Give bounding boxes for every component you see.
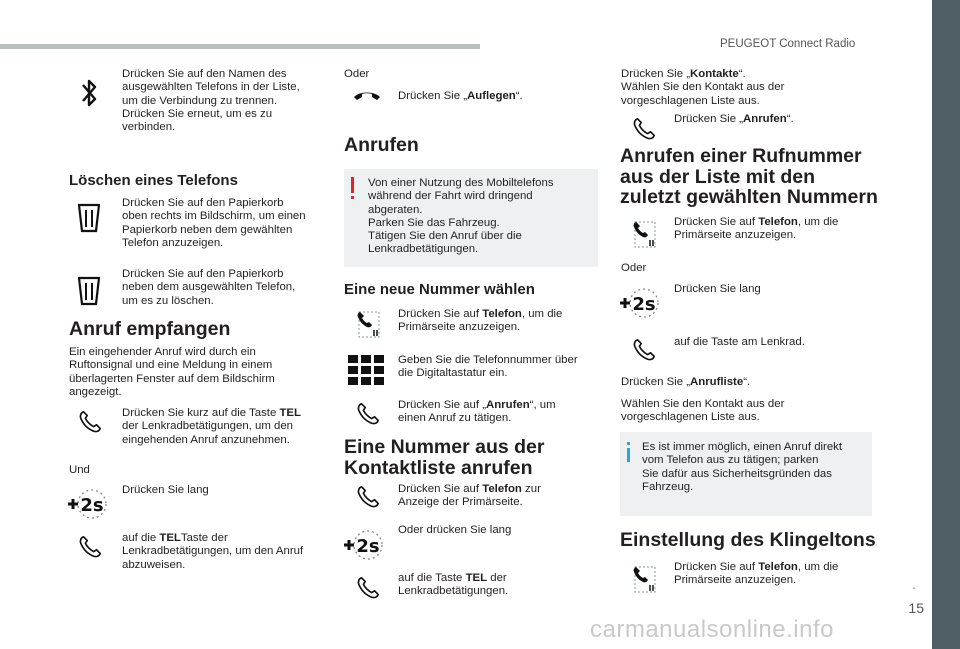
oder-text: Oder	[344, 68, 370, 80]
trash-text-2: Drücken Sie auf den Papierkorb neben dem ausgewählten Telefon, um es zu löschen.	[122, 268, 296, 307]
trash-text-1: Drücken Sie auf den Papierkorb oben rechts im Bildschirm, um einen Papierkorb neben dem gewählten Telefon anzuzeigen.	[122, 197, 306, 249]
hold-2s-icon	[618, 285, 664, 321]
phone-icon	[78, 535, 102, 559]
waehlen-text-2: Wählen Sie den Kontakt aus der vorgeschlagenen Liste aus.	[621, 398, 785, 424]
taste-text: auf die Taste TEL der Lenkradbetätigungen.	[398, 572, 509, 598]
warning-box	[344, 169, 598, 267]
phone-icon	[632, 338, 656, 362]
heading-kontaktliste: Eine Nummer aus der Kontaktliste anrufen	[344, 436, 545, 479]
phone-icon	[356, 402, 380, 426]
anrufliste-text: Drücken Sie „Anrufliste“.	[621, 376, 751, 388]
phone-icon	[632, 117, 656, 141]
phone-screen-icon	[630, 218, 658, 250]
und-text: Und	[69, 464, 90, 476]
warning-text: Von einer Nutzung des Mobiltelefons während der Fahrt wird dringend abgeraten. Parken Sie das Fahrzeug. Tätigen Sie den Anruf über die Lenkradbetätigungen.	[368, 177, 554, 256]
kontakte-text: Drücken Sie „Kontakte“. Wählen Sie den Kontakt aus der vorgeschlagenen Liste aus.	[621, 68, 785, 107]
heading-anruf-empfangen: Anruf empfangen	[69, 318, 231, 340]
oder-lang-text: Oder drücken Sie lang	[398, 524, 512, 536]
tel-text: auf die TELTaste der Lenkradbetätigungen, um den Anruf abzuweisen.	[122, 532, 304, 571]
trash-icon	[78, 276, 100, 306]
phone-icon	[356, 576, 380, 600]
phone-icon	[356, 485, 380, 509]
heading-rufnummer: Anrufen einer Rufnummer aus der Liste mit den zuletzt gewählten Nummern	[620, 145, 878, 208]
phone-icon	[78, 410, 102, 434]
heading-klingelton: Einstellung des Klingeltons	[620, 529, 876, 551]
heading-neue-nummer: Eine neue Nummer wählen	[344, 281, 535, 298]
phone-screen-icon	[354, 308, 382, 340]
hang-up-icon	[352, 88, 382, 102]
heading-loeschen: Löschen eines Telefons	[69, 172, 238, 189]
page-number: 15	[908, 600, 924, 616]
heading-anrufen: Anrufen	[344, 134, 419, 156]
info-text: Es ist immer möglich, einen Anruf direkt vom Telefon aus zu tätigen; parken Sie dafür aus Sicherheitsgründen das Fahrzeug.	[642, 441, 843, 493]
taste-text-c3: auf die Taste am Lenkrad.	[674, 336, 805, 348]
trash-icon	[78, 203, 100, 233]
oder-text-c3: Oder	[621, 262, 647, 274]
kurz-text: Drücken Sie kurz auf die Taste TEL der Lenkradbetätigungen, um den eingehenden Anruf anzunehmen.	[122, 407, 301, 446]
side-bar	[932, 0, 960, 649]
hold-2s-icon	[66, 486, 112, 522]
header-rule	[0, 44, 480, 49]
telefon-text-2: Drücken Sie auf Telefon zur Anzeige der Primärseite.	[398, 483, 541, 509]
lang-text-c3: Drücken Sie lang	[674, 283, 761, 295]
anrufen-text-c3: Drücken Sie „Anrufen“.	[674, 113, 794, 125]
page-dot: .	[912, 576, 916, 592]
telefon-text-c3-1: Drücken Sie auf Telefon, um die Primärseite anzuzeigen.	[674, 216, 839, 242]
bt-text: Drücken Sie auf den Namen des ausgewählten Telefons in der Liste, um die Verbindung zu trennen. Drücken Sie erneut, um es zu verbinden.	[122, 68, 300, 134]
keypad-text: Geben Sie die Telefonnummer über die Digitaltastatur ein.	[398, 354, 578, 380]
anrufen-text: Drücken Sie auf „Anrufen“, um einen Anruf zu tätigen.	[398, 399, 556, 425]
lang-text: Drücken Sie lang	[122, 484, 209, 496]
auflegen-text: Drücken Sie „Auflegen“.	[398, 90, 523, 102]
telefon-text-c3-2: Drücken Sie auf Telefon, um die Primärseite anzuzeigen.	[674, 561, 839, 587]
phone-screen-icon	[630, 563, 658, 595]
telefon-text-1: Drücken Sie auf Telefon, um die Primärseite anzuzeigen.	[398, 308, 563, 334]
keypad-icon	[348, 355, 384, 385]
hold-2s-icon	[342, 527, 388, 563]
warning-icon	[351, 177, 354, 193]
info-box	[620, 432, 872, 516]
anruf-text: Ein eingehender Anruf wird durch ein Ruftonsignal und eine Meldung in einem überlagerten Fenster auf dem Bildschirm angezeigt.	[69, 346, 275, 398]
info-icon	[627, 442, 630, 445]
page-header: PEUGEOT Connect Radio	[720, 38, 856, 50]
bluetooth-icon	[80, 76, 100, 110]
watermark: carmanualsonline.info	[590, 616, 834, 643]
